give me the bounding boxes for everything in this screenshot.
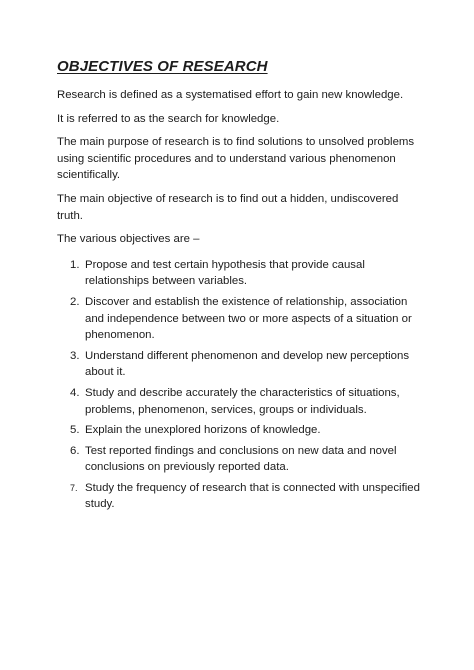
list-number: 4. [70, 386, 80, 399]
paragraph-search: It is referred to as the search for knowledge. [57, 112, 280, 125]
list-item-text: Study the frequency of research that is connected with unspecified study. [85, 481, 420, 511]
paragraph-main-objective: The main objective of research is to find out a hidden, undiscovered truth. [57, 192, 399, 222]
list-item [57, 294, 426, 344]
list-number: 7. [70, 482, 78, 493]
list-item [57, 443, 426, 476]
objectives-list [57, 257, 426, 513]
list-number: 1. [70, 258, 80, 271]
list-item-text: Study and describe accurately the characteristics of situations, problems, phenomenon, services, groups or individuals. [85, 386, 400, 416]
list-number: 6. [70, 444, 80, 457]
list-item [57, 480, 426, 513]
list-item-text: Test reported findings and conclusions on new data and novel conclusions on previously reported data. [85, 444, 397, 474]
list-item-text: Discover and establish the existence of relationship, association and independence between two or more aspects of a situation or phenomenon. [85, 295, 412, 342]
page-title: OBJECTIVES OF RESEARCH [57, 58, 268, 75]
list-item-text: Explain the unexplored horizons of knowledge. [85, 424, 321, 437]
list-item [57, 348, 426, 381]
list-number: 5. [70, 424, 80, 437]
list-item-text: Understand different phenomenon and develop new perceptions about it. [85, 349, 410, 379]
list-item [57, 385, 426, 418]
paragraph-purpose: The main purpose of research is to find solutions to unsolved problems using scientific procedures and to understand various phenomenon scientifically. [57, 136, 415, 182]
paragraph-definition: Research is defined as a systematised effort to gain new knowledge. [57, 89, 404, 101]
paragraph-list-intro: The various objectives are – [57, 233, 200, 246]
list-number: 3. [70, 349, 80, 362]
list-item [57, 422, 426, 439]
list-item-text: Propose and test certain hypothesis that provide causal relationships between variables. [85, 258, 365, 288]
list-item [57, 257, 426, 290]
list-number: 2. [70, 295, 80, 308]
